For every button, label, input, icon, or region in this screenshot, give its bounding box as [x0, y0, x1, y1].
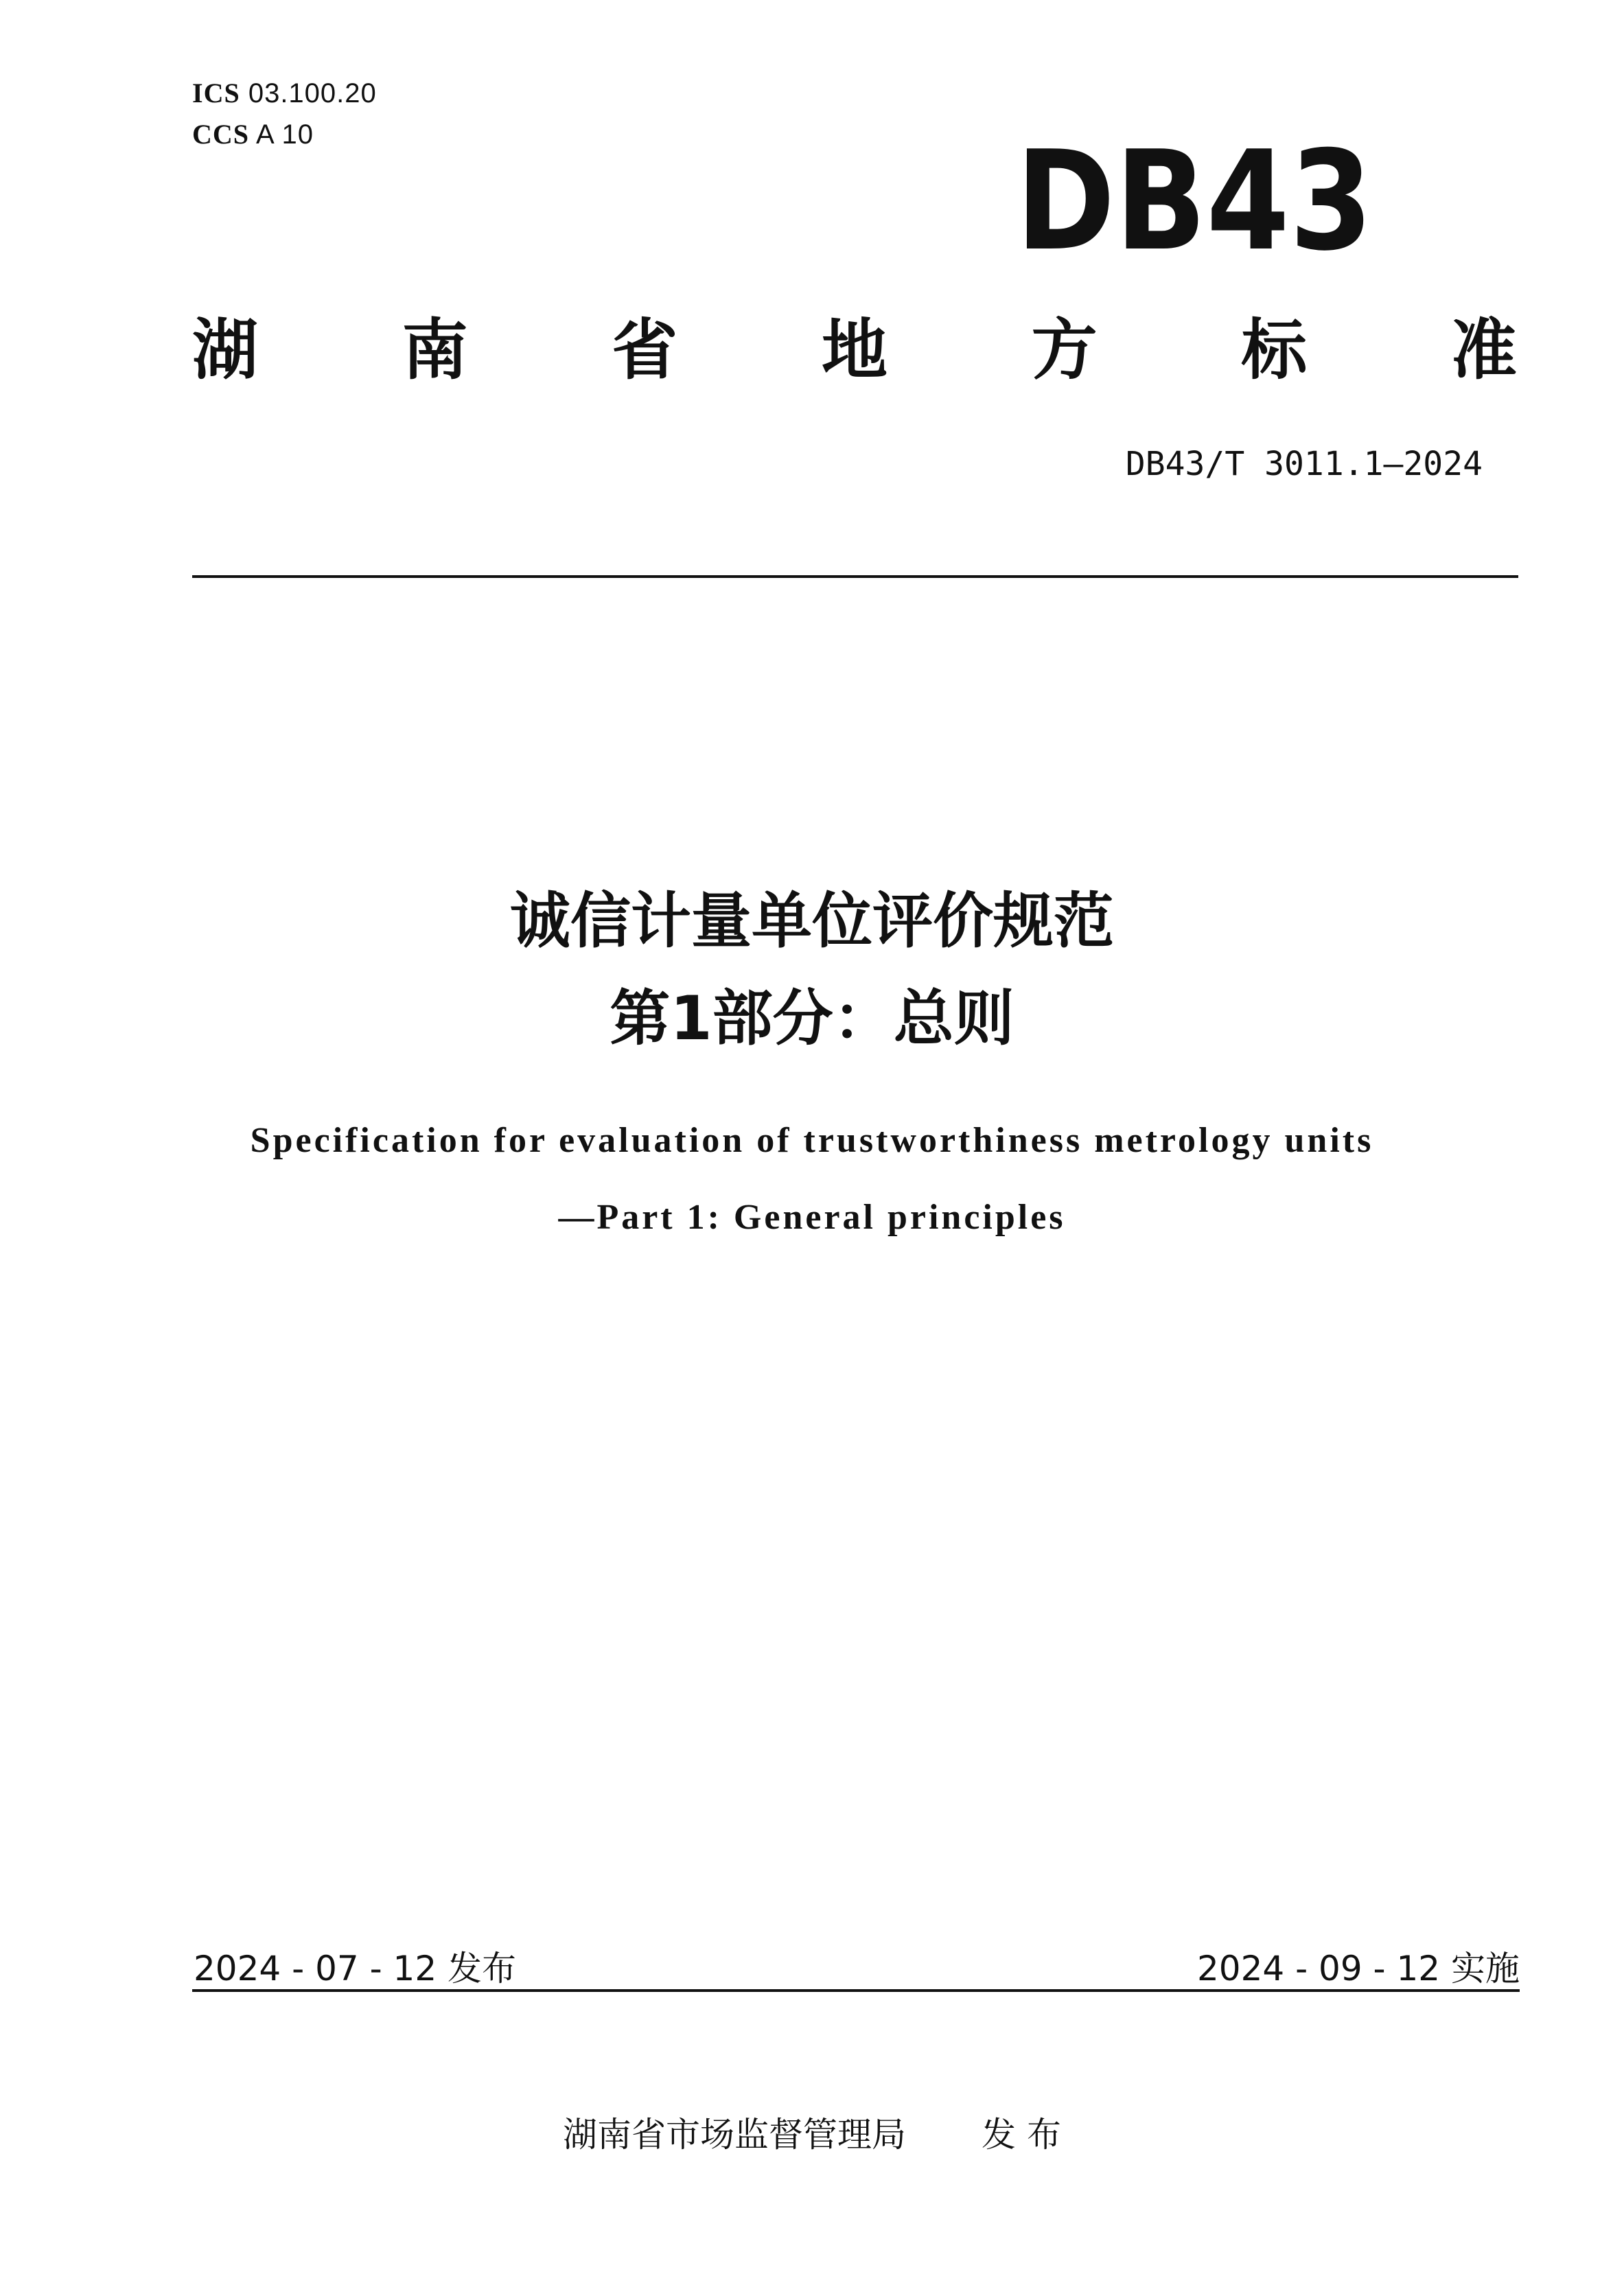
issue-date: 2024 - 07 - 12 发布 — [194, 1949, 517, 1988]
standard-type-char: 标 — [1241, 312, 1308, 389]
standard-type-char: 省 — [612, 312, 678, 389]
db43-logo — [1016, 121, 1380, 281]
ccs-value: A 10 — [255, 119, 314, 150]
header-divider — [192, 575, 1518, 578]
publisher-action: 发 布 — [982, 2115, 1061, 2155]
publisher-org: 湖南省市场监督管理局 — [563, 2115, 907, 2155]
title-cn-line2: 第1部分：总则 — [610, 983, 1014, 1054]
standard-type-char: 湖 — [192, 312, 258, 389]
ccs-code — [192, 118, 314, 150]
standard-type-char: 方 — [1031, 312, 1098, 389]
db43-logo-text: DB43 — [1016, 121, 1373, 281]
standard-type-char: 准 — [1450, 312, 1517, 389]
title-en-line2: —Part 1: General principles — [558, 1198, 1066, 1237]
ics-label: ICS — [192, 78, 240, 108]
standard-type-char: 地 — [821, 312, 888, 389]
standard-number: DB43/T 3011.1—2024 — [1125, 445, 1483, 483]
ics-code — [192, 77, 377, 109]
title-en-line1: Specification for evaluation of trustworthiness metrology units — [250, 1121, 1374, 1160]
title-cn-line1: 诚信计量单位评价规范 — [509, 885, 1114, 956]
standard-type-char: 南 — [402, 312, 468, 389]
ccs-label: CCS — [192, 119, 250, 150]
implement-date: 2024 - 09 - 12 实施 — [1196, 1949, 1520, 1988]
publisher — [0, 2107, 1624, 2157]
footer-divider — [192, 1989, 1520, 1992]
ics-value: 03.100.20 — [248, 78, 377, 108]
standard-type — [192, 302, 1517, 398]
